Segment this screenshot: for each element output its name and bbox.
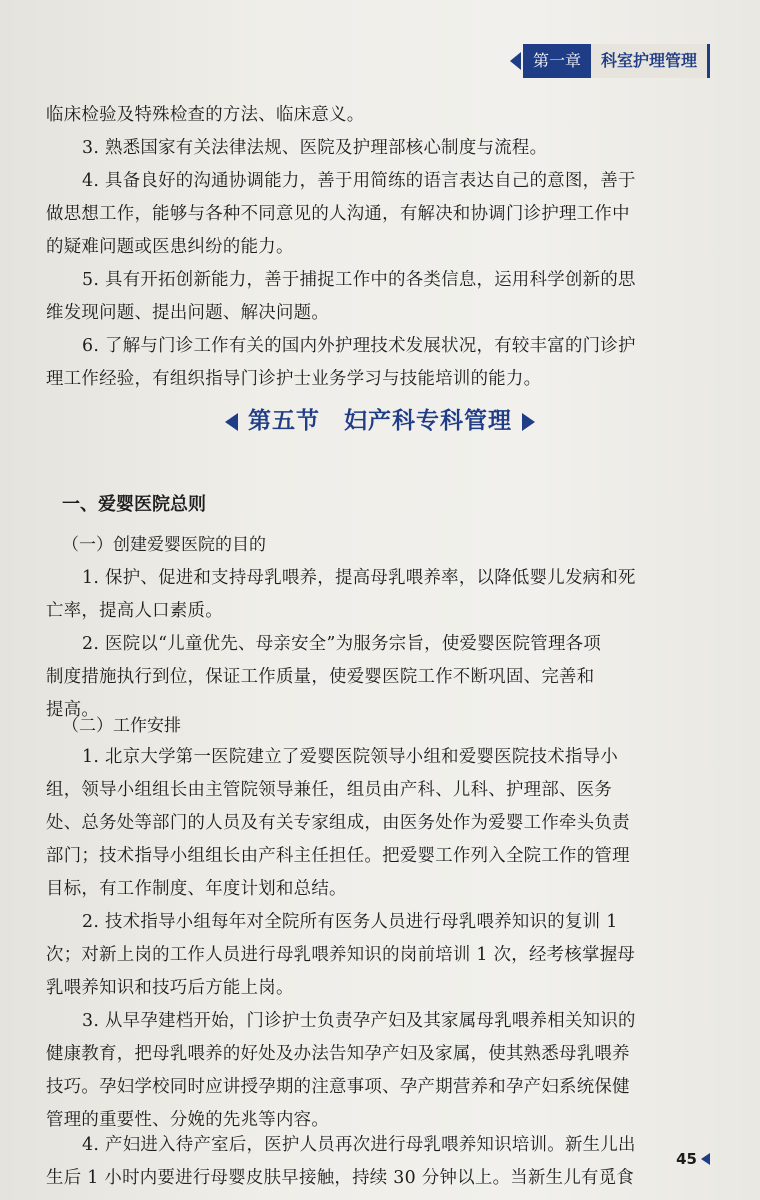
heading-level-2: （一）创建爱婴医院的目的: [62, 535, 266, 555]
text-line: 维发现问题、提出问题、解决问题。: [46, 303, 330, 323]
text-line: 临床检验及特殊检查的方法、临床意义。: [46, 105, 365, 125]
text-line: 4. 产妇进入待产室后，医护人员再次进行母乳喂养知识培训。新生儿出: [82, 1135, 636, 1155]
chapter-header-tab: [510, 44, 710, 78]
text-line: 理工作经验，有组织指导门诊护士业务学习与技能培训的能力。: [46, 369, 542, 389]
page-number-text: 45: [676, 1150, 697, 1168]
triangle-left-icon: [225, 413, 238, 431]
text-line: 提高。: [46, 700, 100, 720]
heading-level-1: 一、爱婴医院总则: [62, 494, 206, 515]
text-line: 1. 保护、促进和支持母乳喂养，提高母乳喂养率，以降低婴儿发病和死: [82, 568, 636, 588]
text-line: 3. 从早孕建档开始，门诊护士负责孕产妇及其家属母乳喂养相关知识的: [82, 1011, 636, 1031]
section-title-text: 第五节 妇产科专科管理: [248, 407, 512, 434]
text-line: 5. 具有开拓创新能力，善于捕捉工作中的各类信息，运用科学创新的思: [82, 270, 636, 290]
chapter-label: 第一章: [523, 44, 591, 78]
text-line: 2. 医院以“儿童优先、母亲安全”为服务宗旨，使爱婴医院管理各项: [82, 634, 602, 654]
text-line: 健康教育，把母乳喂养的好处及办法告知孕产妇及家属，使其熟悉母乳喂养: [46, 1044, 630, 1064]
text-line: 技巧。孕妇学校同时应讲授孕期的注意事项、孕产期营养和孕产妇系统保健: [46, 1077, 630, 1097]
text-line: 部门；技术指导小组组长由产科主任担任。把爱婴工作列入全院工作的管理: [46, 846, 630, 866]
text-line: 目标，有工作制度、年度计划和总结。: [46, 879, 347, 899]
text-line: 乳喂养知识和技巧后方能上岗。: [46, 978, 294, 998]
text-line: 次；对新上岗的工作人员进行母乳喂养知识的岗前培训 1 次，经考核掌握母: [46, 945, 636, 965]
text-line: 做思想工作，能够与各种不同意见的人沟通，有解决和协调门诊护理工作中: [46, 204, 630, 224]
text-line: 组，领导小组组长由主管院领导兼任，组员由产科、儿科、护理部、医务: [46, 780, 613, 800]
text-line: 2. 技术指导小组每年对全院所有医务人员进行母乳喂养知识的复训 1: [82, 912, 618, 932]
triangle-right-icon: [522, 413, 535, 431]
text-line: 亡率，提高人口素质。: [46, 601, 223, 621]
chapter-section-label: 科室护理管理: [591, 44, 710, 78]
text-line: 6. 了解与门诊工作有关的国内外护理技术发展状况，有较丰富的门诊护: [82, 336, 636, 356]
triangle-left-icon: [701, 1153, 710, 1165]
arrow-left-icon: [510, 52, 521, 70]
page-number: [676, 1150, 710, 1168]
text-line: 3. 熟悉国家有关法律法规、医院及护理部核心制度与流程。: [82, 138, 548, 158]
text-line: 制度措施执行到位，保证工作质量，使爱婴医院工作不断巩固、完善和: [46, 667, 595, 687]
text-line: 1. 北京大学第一医院建立了爱婴医院领导小组和爱婴医院技术指导小: [82, 747, 619, 767]
section-title: [0, 402, 760, 435]
text-line: 管理的重要性、分娩的先兆等内容。: [46, 1110, 330, 1130]
heading-level-2: （二）工作安排: [62, 716, 181, 736]
text-line: 的疑难问题或医患纠纷的能力。: [46, 237, 294, 257]
text-line: 生后 1 小时内要进行母婴皮肤早接触，持续 30 分钟以上。当新生儿有觅食: [46, 1168, 635, 1188]
text-line: 处、总务处等部门的人员及有关专家组成，由医务处作为爱婴工作牵头负责: [46, 813, 630, 833]
text-line: 4. 具备良好的沟通协调能力，善于用简练的语言表达自己的意图，善于: [82, 171, 636, 191]
